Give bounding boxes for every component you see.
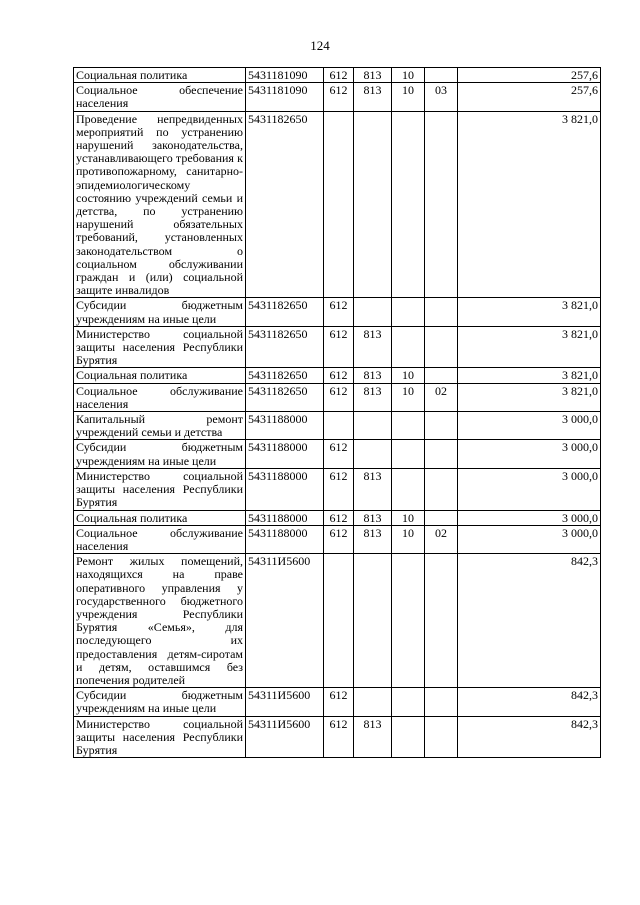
row-subsection-cell <box>425 68 458 83</box>
row-amount-cell: 3 000,0 <box>458 440 601 468</box>
row-amount-cell: 842,3 <box>458 554 601 688</box>
row-name-cell: Субсидии бюджетным учреждениям на иные цели <box>74 298 246 326</box>
budget-table <box>73 67 601 758</box>
row-amount-cell: 3 821,0 <box>458 368 601 383</box>
row-expense-type-cell: 612 <box>324 83 354 111</box>
row-ministry-code-cell: 813 <box>354 383 392 411</box>
row-expense-type-cell <box>324 554 354 688</box>
row-section-cell <box>392 298 425 326</box>
row-code-cell: 5431182650 <box>246 111 324 298</box>
row-expense-type-cell: 612 <box>324 326 354 368</box>
row-code-cell: 5431181090 <box>246 83 324 111</box>
row-ministry-code-cell <box>354 688 392 716</box>
row-code-cell: 5431188000 <box>246 440 324 468</box>
row-section-cell: 10 <box>392 68 425 83</box>
table-row <box>74 83 601 111</box>
row-section-cell <box>392 554 425 688</box>
row-name-cell: Субсидии бюджетным учреждениям на иные цели <box>74 688 246 716</box>
row-amount-cell: 842,3 <box>458 688 601 716</box>
row-amount-cell: 257,6 <box>458 83 601 111</box>
row-section-cell <box>392 716 425 758</box>
row-code-cell: 5431188000 <box>246 525 324 553</box>
row-subsection-cell <box>425 716 458 758</box>
table-row <box>74 111 601 298</box>
row-ministry-code-cell: 813 <box>354 68 392 83</box>
table-row <box>74 716 601 758</box>
row-section-cell: 10 <box>392 510 425 525</box>
row-section-cell: 10 <box>392 368 425 383</box>
row-name-cell: Министерство социальной защиты населения Республики Бурятия <box>74 468 246 510</box>
row-ministry-code-cell <box>354 111 392 298</box>
row-ministry-code-cell: 813 <box>354 525 392 553</box>
row-code-cell: 5431182650 <box>246 298 324 326</box>
row-subsection-cell <box>425 368 458 383</box>
row-name-cell: Социальная политика <box>74 510 246 525</box>
page-number: 124 <box>310 38 330 53</box>
row-expense-type-cell: 612 <box>324 298 354 326</box>
row-amount-cell: 3 000,0 <box>458 510 601 525</box>
table-row <box>74 383 601 411</box>
row-code-cell: 54311И5600 <box>246 554 324 688</box>
table-row <box>74 468 601 510</box>
row-subsection-cell: 02 <box>425 383 458 411</box>
row-name-cell: Субсидии бюджетным учреждениям на иные цели <box>74 440 246 468</box>
row-name-cell: Капитальный ремонт учреждений семьи и детства <box>74 412 246 440</box>
row-expense-type-cell: 612 <box>324 468 354 510</box>
row-section-cell: 10 <box>392 525 425 553</box>
table-row <box>74 68 601 83</box>
row-amount-cell: 257,6 <box>458 68 601 83</box>
row-name-cell: Проведение непредвиденных мероприятий по устранению нарушений законодательства, устанавливающего требования к противопожарному, санитарно-эпидемиологическому состоянию учреждений семьи и детства, по устранению нарушений обязательных требований, установленных законодательством о социальном обслуживании граждан и (или) социальной защите инвалидов <box>74 111 246 298</box>
row-expense-type-cell <box>324 111 354 298</box>
row-subsection-cell <box>425 554 458 688</box>
row-name-cell: Социальная политика <box>74 68 246 83</box>
row-expense-type-cell: 612 <box>324 440 354 468</box>
row-expense-type-cell: 612 <box>324 383 354 411</box>
budget-table-body <box>74 68 601 758</box>
row-code-cell: 54311И5600 <box>246 688 324 716</box>
row-subsection-cell: 02 <box>425 525 458 553</box>
row-expense-type-cell: 612 <box>324 688 354 716</box>
row-code-cell: 5431182650 <box>246 368 324 383</box>
table-row <box>74 368 601 383</box>
row-subsection-cell <box>425 440 458 468</box>
row-code-cell: 5431188000 <box>246 412 324 440</box>
row-name-cell: Ремонт жилых помещений, находящихся на праве оперативного управления у государственного бюджетного учреждения Республики Бурятия «Семья», для последующего их предоставления детям-сиротам и детям, оставшимся без попечения родителей <box>74 554 246 688</box>
row-ministry-code-cell <box>354 440 392 468</box>
row-ministry-code-cell: 813 <box>354 83 392 111</box>
row-expense-type-cell: 612 <box>324 510 354 525</box>
row-amount-cell: 3 000,0 <box>458 412 601 440</box>
row-code-cell: 5431182650 <box>246 326 324 368</box>
table-row <box>74 326 601 368</box>
row-expense-type-cell: 612 <box>324 525 354 553</box>
row-code-cell: 5431188000 <box>246 510 324 525</box>
row-expense-type-cell: 612 <box>324 716 354 758</box>
row-code-cell: 5431182650 <box>246 383 324 411</box>
row-ministry-code-cell: 813 <box>354 326 392 368</box>
row-name-cell: Социальное обслуживание населения <box>74 383 246 411</box>
row-amount-cell: 3 821,0 <box>458 383 601 411</box>
row-amount-cell: 3 821,0 <box>458 111 601 298</box>
row-amount-cell: 3 821,0 <box>458 298 601 326</box>
row-ministry-code-cell: 813 <box>354 468 392 510</box>
row-subsection-cell <box>425 412 458 440</box>
row-amount-cell: 842,3 <box>458 716 601 758</box>
table-row <box>74 525 601 553</box>
row-expense-type-cell: 612 <box>324 368 354 383</box>
row-ministry-code-cell <box>354 412 392 440</box>
table-row <box>74 688 601 716</box>
table-row <box>74 412 601 440</box>
row-name-cell: Социальная политика <box>74 368 246 383</box>
row-ministry-code-cell: 813 <box>354 510 392 525</box>
table-row <box>74 510 601 525</box>
row-section-cell <box>392 326 425 368</box>
row-amount-cell: 3 000,0 <box>458 468 601 510</box>
row-section-cell <box>392 412 425 440</box>
row-amount-cell: 3 000,0 <box>458 525 601 553</box>
table-row <box>74 554 601 688</box>
row-name-cell: Социальное обслуживание населения <box>74 525 246 553</box>
row-name-cell: Министерство социальной защиты населения Республики Бурятия <box>74 326 246 368</box>
row-subsection-cell <box>425 510 458 525</box>
row-ministry-code-cell <box>354 554 392 688</box>
row-section-cell <box>392 111 425 298</box>
row-subsection-cell <box>425 326 458 368</box>
row-subsection-cell <box>425 111 458 298</box>
row-code-cell: 5431181090 <box>246 68 324 83</box>
row-ministry-code-cell <box>354 298 392 326</box>
row-subsection-cell <box>425 688 458 716</box>
row-section-cell <box>392 440 425 468</box>
row-subsection-cell <box>425 298 458 326</box>
row-ministry-code-cell: 813 <box>354 716 392 758</box>
row-section-cell: 10 <box>392 383 425 411</box>
row-name-cell: Министерство социальной защиты населения Республики Бурятия <box>74 716 246 758</box>
row-section-cell <box>392 468 425 510</box>
row-name-cell: Социальное обеспечение населения <box>74 83 246 111</box>
row-subsection-cell: 03 <box>425 83 458 111</box>
row-amount-cell: 3 821,0 <box>458 326 601 368</box>
row-section-cell: 10 <box>392 83 425 111</box>
table-row <box>74 440 601 468</box>
row-subsection-cell <box>425 468 458 510</box>
table-row <box>74 298 601 326</box>
row-code-cell: 5431188000 <box>246 468 324 510</box>
row-expense-type-cell: 612 <box>324 68 354 83</box>
row-code-cell: 54311И5600 <box>246 716 324 758</box>
row-section-cell <box>392 688 425 716</box>
row-expense-type-cell <box>324 412 354 440</box>
row-ministry-code-cell: 813 <box>354 368 392 383</box>
